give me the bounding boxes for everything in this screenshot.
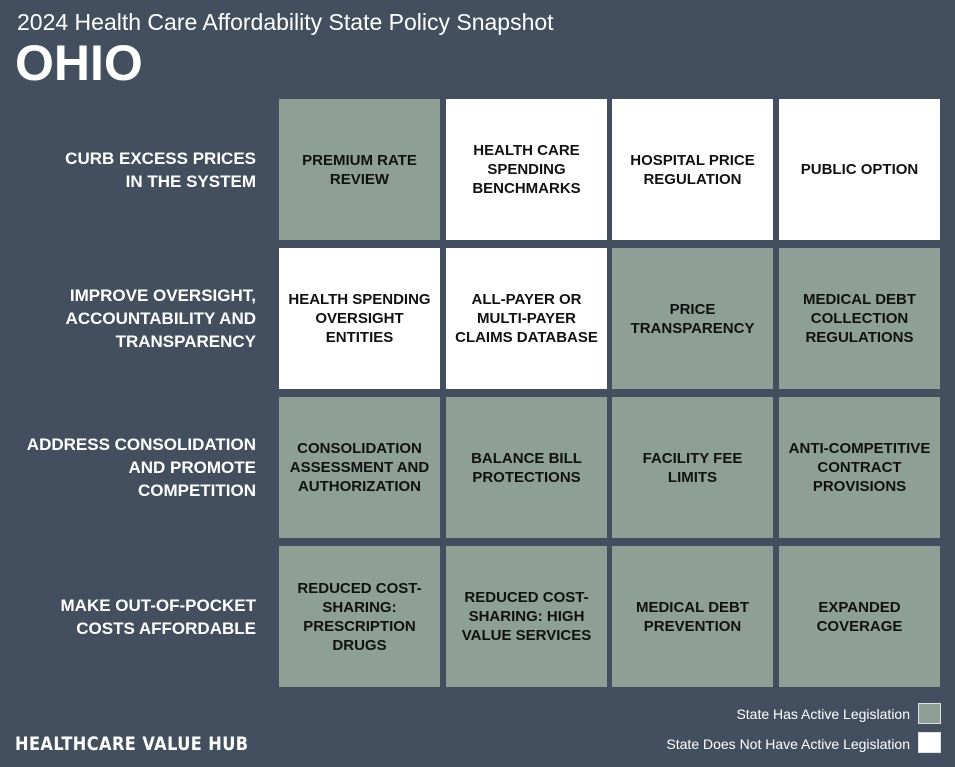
policy-cell-expanded-coverage: EXPANDED COVERAGE — [779, 546, 940, 687]
policy-cell-cost-sharing-drugs: REDUCED COST-SHARING: PRESCRIPTION DRUGS — [279, 546, 440, 687]
policy-cell-consolidation-assessment: CONSOLIDATION ASSESSMENT AND AUTHORIZATION — [279, 397, 440, 538]
row-label-out-of-pocket — [10, 546, 256, 687]
page-subtitle: 2024 Health Care Affordability State Policy Snapshot — [17, 9, 554, 35]
policy-cell-spending-benchmarks: HEALTH CARE SPENDING BENCHMARKS — [446, 99, 607, 240]
policy-cell-public-option: PUBLIC OPTION — [779, 99, 940, 240]
row-label-text: MAKE OUT-OF-POCKET COSTS AFFORDABLE — [60, 595, 256, 638]
policy-cell-price-transparency: PRICE TRANSPARENCY — [612, 248, 773, 389]
policy-cell-hospital-price-regulation: HOSPITAL PRICE REGULATION — [612, 99, 773, 240]
legend-active-swatch — [918, 703, 941, 724]
row-label-text: ADDRESS CONSOLIDATION AND PROMOTE COMPETITION — [26, 435, 256, 500]
row-label-text: IMPROVE OVERSIGHT, ACCOUNTABILITY AND TRANSPARENCY — [65, 286, 256, 351]
row-label-text: CURB EXCESS PRICES IN THE SYSTEM — [65, 148, 256, 191]
state-title: OHIO — [15, 35, 143, 91]
legend-inactive-label: State Does Not Have Active Legislation — [666, 736, 910, 752]
policy-cell-facility-fee: FACILITY FEE LIMITS — [612, 397, 773, 538]
policy-cell-cost-sharing-services: REDUCED COST-SHARING: HIGH VALUE SERVICES — [446, 546, 607, 687]
brand-logo: HEALTHCARE VALUE HUB — [15, 733, 249, 755]
policy-cell-premium-rate-review: PREMIUM RATE REVIEW — [279, 99, 440, 240]
legend-inactive-swatch — [918, 732, 941, 753]
policy-cell-debt-prevention: MEDICAL DEBT PREVENTION — [612, 546, 773, 687]
policy-cell-debt-collection: MEDICAL DEBT COLLECTION REGULATIONS — [779, 248, 940, 389]
row-label-curb-prices — [10, 99, 256, 240]
row-label-oversight — [10, 248, 256, 389]
policy-cell-anti-competitive: ANTI-COMPETITIVE CONTRACT PROVISIONS — [779, 397, 940, 538]
legend-active-label: State Has Active Legislation — [736, 706, 910, 722]
policy-cell-claims-database: ALL-PAYER OR MULTI-PAYER CLAIMS DATABASE — [446, 248, 607, 389]
policy-cell-balance-bill: BALANCE BILL PROTECTIONS — [446, 397, 607, 538]
policy-cell-oversight-entities: HEALTH SPENDING OVERSIGHT ENTITIES — [279, 248, 440, 389]
row-label-consolidation — [10, 397, 256, 538]
